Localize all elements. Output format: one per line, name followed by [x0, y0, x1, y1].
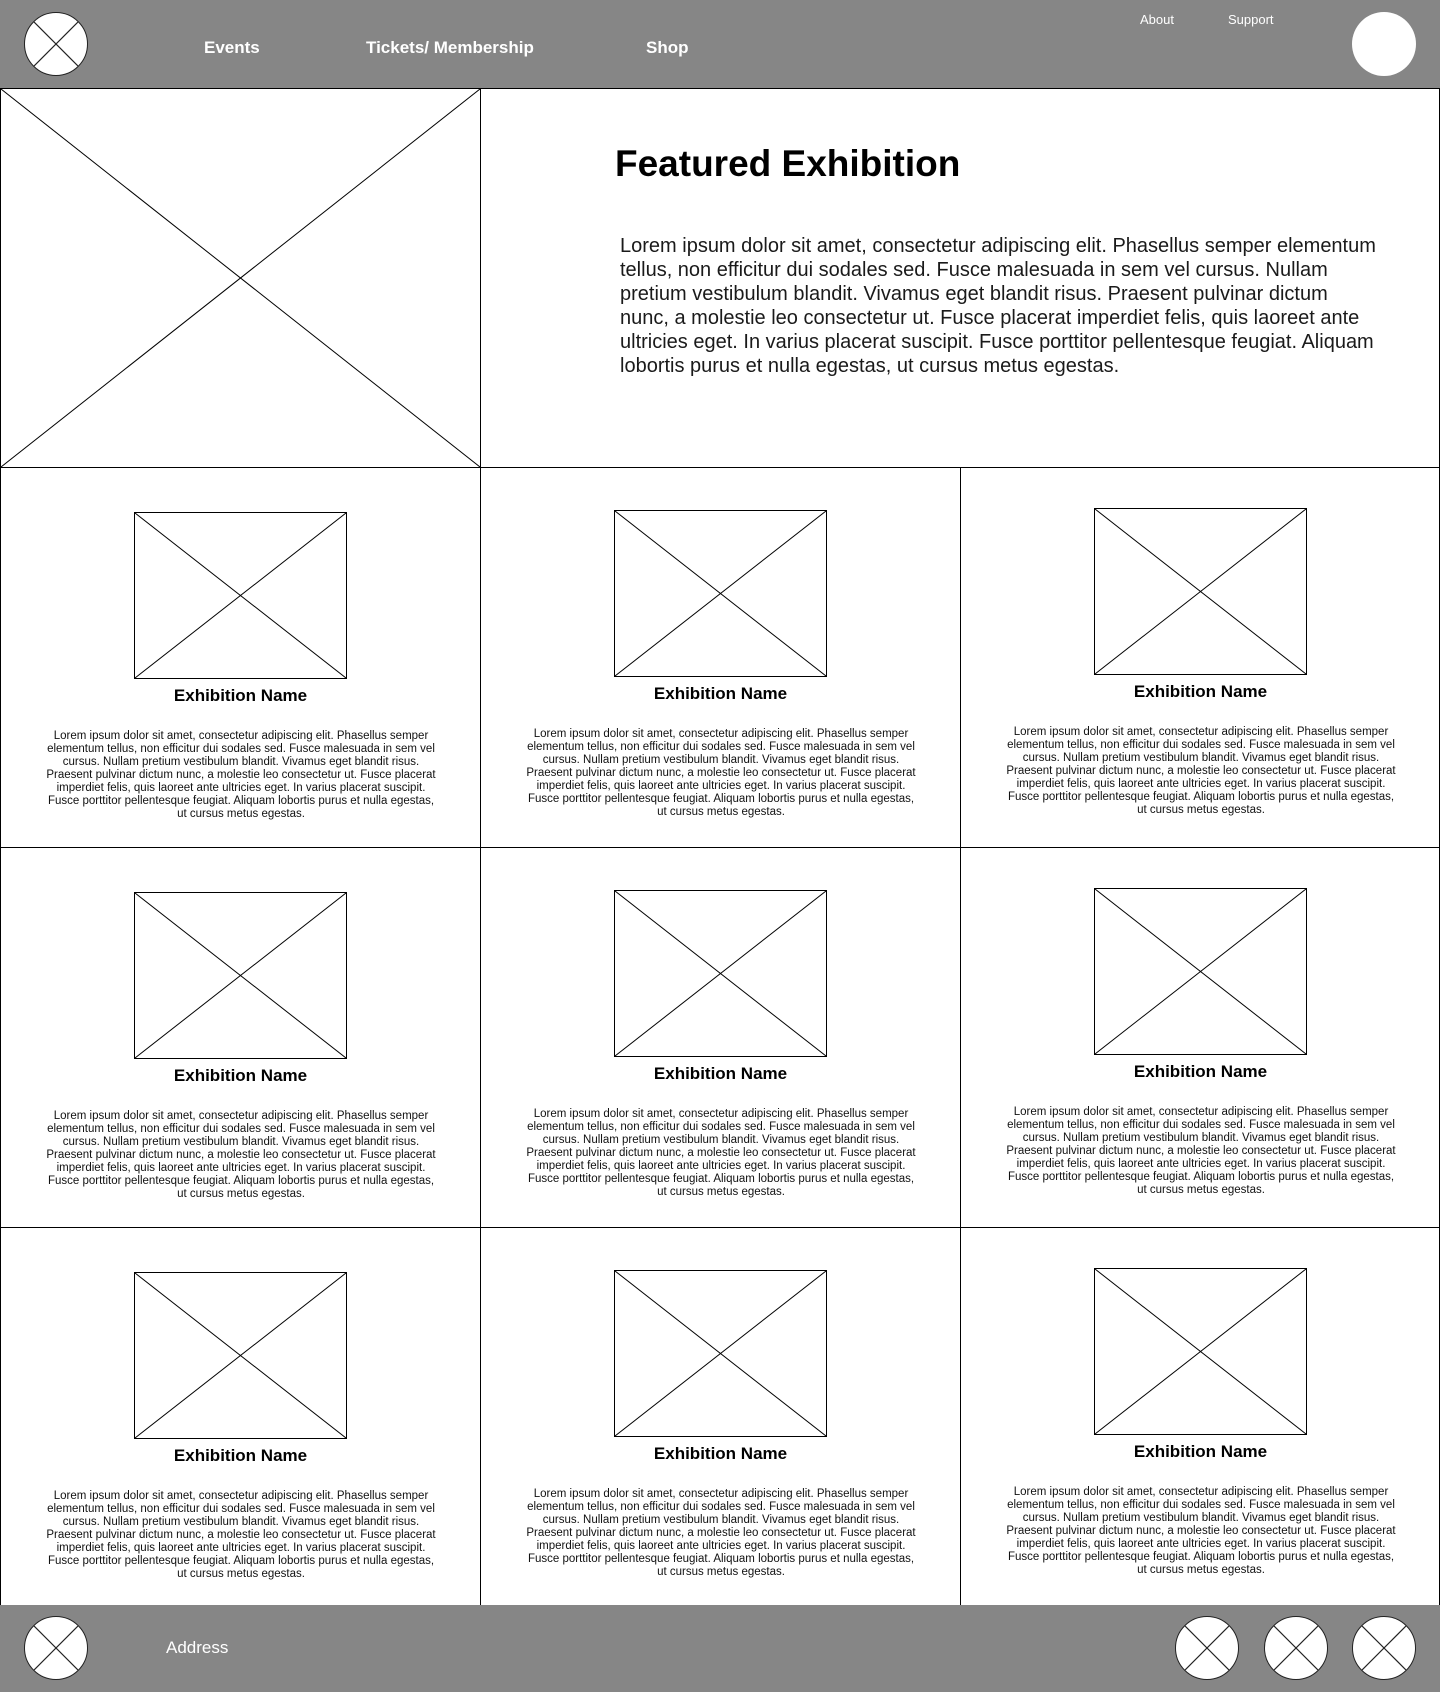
image-placeholder-icon — [615, 891, 826, 1056]
exhibition-description: Lorem ipsum dolor sit amet, consectetur adipiscing elit. Phasellus semper elementum tellus, non efficitur dui sodales sed. Fusce malesuada in sem vel cursus. Nullam pretium vestibulum blandit. Vivamus eget blandit risus. Praesent pulvinar dictum nunc, a molestie leo consectetur ut. Fusce placerat imperdiet felis, quis laoreet ante ultricies eget. In varius placerat suscipit. Fusce porttitor pellentesque feugiat. Aliquam lobortis purus et nulla egestas, ut cursus metus egestas. — [526, 1108, 916, 1198]
site-header — [0, 0, 1440, 88]
image-placeholder-icon — [615, 1271, 826, 1436]
exhibition-image-placeholder — [1094, 888, 1307, 1055]
exhibition-name: Exhibition Name — [653, 684, 788, 703]
footer-logo-placeholder-icon[interactable] — [24, 1616, 88, 1680]
featured-section — [481, 88, 1440, 468]
exhibitions-page — [0, 88, 1440, 1605]
exhibition-description: Lorem ipsum dolor sit amet, consectetur adipiscing elit. Phasellus semper elementum tellus, non efficitur dui sodales sed. Fusce malesuada in sem vel cursus. Nullam pretium vestibulum blandit. Vivamus eget blandit risus. Praesent pulvinar dictum nunc, a molestie leo consectetur ut. Fusce placerat imperdiet felis, quis laoreet ante ultricies eget. In varius placerat suscipit. Fusce porttitor pellentesque feugiat. Aliquam lobortis purus et nulla egestas, ut cursus metus egestas. — [46, 1110, 436, 1200]
featured-description: Lorem ipsum dolor sit amet, consectetur adipiscing elit. Phasellus semper elementum tellus, non efficitur dui sodales sed. Fusce malesuada in sem vel cursus. Nullam pretium vestibulum blandit. Vivamus eget blandit risus. Praesent pulvinar dictum nunc, a molestie leo consectetur ut. Fusce placerat imperdiet felis, quis laoreet ante ultricies eget. In varius placerat suscipit. Fusce porttitor pellentesque feugiat. Aliquam lobortis purus et nulla egestas, ut cursus metus egestas. — [620, 235, 1376, 377]
nav-events[interactable]: Events — [204, 38, 260, 57]
exhibition-image-placeholder — [134, 1272, 347, 1439]
image-placeholder-icon — [1, 89, 480, 467]
exhibition-name: Exhibition Name — [1133, 1062, 1268, 1081]
exhibition-image-placeholder — [134, 892, 347, 1059]
image-placeholder-icon — [135, 1273, 346, 1438]
nav-shop[interactable]: Shop — [646, 38, 689, 57]
nav-about[interactable]: About — [1140, 12, 1174, 27]
featured-title: Featured Exhibition — [615, 143, 961, 184]
social-link-icon[interactable] — [1352, 1616, 1416, 1680]
exhibition-image-placeholder — [134, 512, 347, 679]
exhibition-description: Lorem ipsum dolor sit amet, consectetur adipiscing elit. Phasellus semper elementum tellus, non efficitur dui sodales sed. Fusce malesuada in sem vel cursus. Nullam pretium vestibulum blandit. Vivamus eget blandit risus. Praesent pulvinar dictum nunc, a molestie leo consectetur ut. Fusce placerat imperdiet felis, quis laoreet ante ultricies eget. In varius placerat suscipit. Fusce porttitor pellentesque feugiat. Aliquam lobortis purus et nulla egestas, ut cursus metus egestas. — [1006, 726, 1396, 816]
nav-tickets-membership[interactable]: Tickets/ Membership — [366, 38, 534, 57]
exhibition-image-placeholder — [1094, 1268, 1307, 1435]
exhibition-name: Exhibition Name — [1133, 682, 1268, 701]
image-placeholder-icon — [1095, 1269, 1306, 1434]
exhibition-name: Exhibition Name — [173, 1446, 308, 1465]
exhibition-card[interactable] — [961, 468, 1440, 848]
exhibition-card[interactable] — [961, 1228, 1440, 1605]
exhibition-card[interactable] — [961, 848, 1440, 1228]
account-avatar[interactable] — [1352, 12, 1416, 76]
image-placeholder-icon — [1095, 889, 1306, 1054]
footer-address: Address — [166, 1638, 229, 1657]
logo-placeholder-icon[interactable] — [24, 12, 88, 76]
featured-image-placeholder[interactable] — [1, 88, 481, 468]
nav-support[interactable]: Support — [1228, 12, 1274, 27]
image-placeholder-icon — [135, 513, 346, 678]
social-link-icon[interactable] — [1264, 1616, 1328, 1680]
exhibition-card[interactable] — [481, 848, 961, 1228]
image-placeholder-icon — [615, 511, 826, 676]
exhibition-name: Exhibition Name — [173, 1066, 308, 1085]
exhibition-card[interactable] — [481, 468, 961, 848]
image-placeholder-icon — [135, 893, 346, 1058]
exhibition-image-placeholder — [614, 1270, 827, 1437]
exhibition-description: Lorem ipsum dolor sit amet, consectetur adipiscing elit. Phasellus semper elementum tellus, non efficitur dui sodales sed. Fusce malesuada in sem vel cursus. Nullam pretium vestibulum blandit. Vivamus eget blandit risus. Praesent pulvinar dictum nunc, a molestie leo consectetur ut. Fusce placerat imperdiet felis, quis laoreet ante ultricies eget. In varius placerat suscipit. Fusce porttitor pellentesque feugiat. Aliquam lobortis purus et nulla egestas, ut cursus metus egestas. — [1006, 1106, 1396, 1196]
exhibition-name: Exhibition Name — [653, 1444, 788, 1463]
exhibition-name: Exhibition Name — [1133, 1442, 1268, 1461]
exhibition-name: Exhibition Name — [173, 686, 308, 705]
exhibition-description: Lorem ipsum dolor sit amet, consectetur adipiscing elit. Phasellus semper elementum tellus, non efficitur dui sodales sed. Fusce malesuada in sem vel cursus. Nullam pretium vestibulum blandit. Vivamus eget blandit risus. Praesent pulvinar dictum nunc, a molestie leo consectetur ut. Fusce placerat imperdiet felis, quis laoreet ante ultricies eget. In varius placerat suscipit. Fusce porttitor pellentesque feugiat. Aliquam lobortis purus et nulla egestas, ut cursus metus egestas. — [526, 1488, 916, 1578]
exhibition-card[interactable] — [1, 848, 481, 1228]
exhibition-description: Lorem ipsum dolor sit amet, consectetur adipiscing elit. Phasellus semper elementum tellus, non efficitur dui sodales sed. Fusce malesuada in sem vel cursus. Nullam pretium vestibulum blandit. Vivamus eget blandit risus. Praesent pulvinar dictum nunc, a molestie leo consectetur ut. Fusce placerat imperdiet felis, quis laoreet ante ultricies eget. In varius placerat suscipit. Fusce porttitor pellentesque feugiat. Aliquam lobortis purus et nulla egestas, ut cursus metus egestas. — [1006, 1486, 1396, 1576]
image-placeholder-icon — [1095, 509, 1306, 674]
social-link-icon[interactable] — [1175, 1616, 1239, 1680]
site-footer — [0, 1605, 1440, 1692]
exhibition-card[interactable] — [1, 1228, 481, 1605]
exhibition-image-placeholder — [614, 890, 827, 1057]
exhibition-image-placeholder — [614, 510, 827, 677]
exhibition-name: Exhibition Name — [653, 1064, 788, 1083]
exhibition-description: Lorem ipsum dolor sit amet, consectetur adipiscing elit. Phasellus semper elementum tellus, non efficitur dui sodales sed. Fusce malesuada in sem vel cursus. Nullam pretium vestibulum blandit. Vivamus eget blandit risus. Praesent pulvinar dictum nunc, a molestie leo consectetur ut. Fusce placerat imperdiet felis, quis laoreet ante ultricies eget. In varius placerat suscipit. Fusce porttitor pellentesque feugiat. Aliquam lobortis purus et nulla egestas, ut cursus metus egestas. — [46, 1490, 436, 1580]
exhibition-card[interactable] — [481, 1228, 961, 1605]
exhibition-card[interactable] — [1, 468, 481, 848]
exhibition-description: Lorem ipsum dolor sit amet, consectetur adipiscing elit. Phasellus semper elementum tellus, non efficitur dui sodales sed. Fusce malesuada in sem vel cursus. Nullam pretium vestibulum blandit. Vivamus eget blandit risus. Praesent pulvinar dictum nunc, a molestie leo consectetur ut. Fusce placerat imperdiet felis, quis laoreet ante ultricies eget. In varius placerat suscipit. Fusce porttitor pellentesque feugiat. Aliquam lobortis purus et nulla egestas, ut cursus metus egestas. — [526, 728, 916, 818]
exhibition-description: Lorem ipsum dolor sit amet, consectetur adipiscing elit. Phasellus semper elementum tellus, non efficitur dui sodales sed. Fusce malesuada in sem vel cursus. Nullam pretium vestibulum blandit. Vivamus eget blandit risus. Praesent pulvinar dictum nunc, a molestie leo consectetur ut. Fusce placerat imperdiet felis, quis laoreet ante ultricies eget. In varius placerat suscipit. Fusce porttitor pellentesque feugiat. Aliquam lobortis purus et nulla egestas, ut cursus metus egestas. — [46, 730, 436, 820]
exhibition-image-placeholder — [1094, 508, 1307, 675]
